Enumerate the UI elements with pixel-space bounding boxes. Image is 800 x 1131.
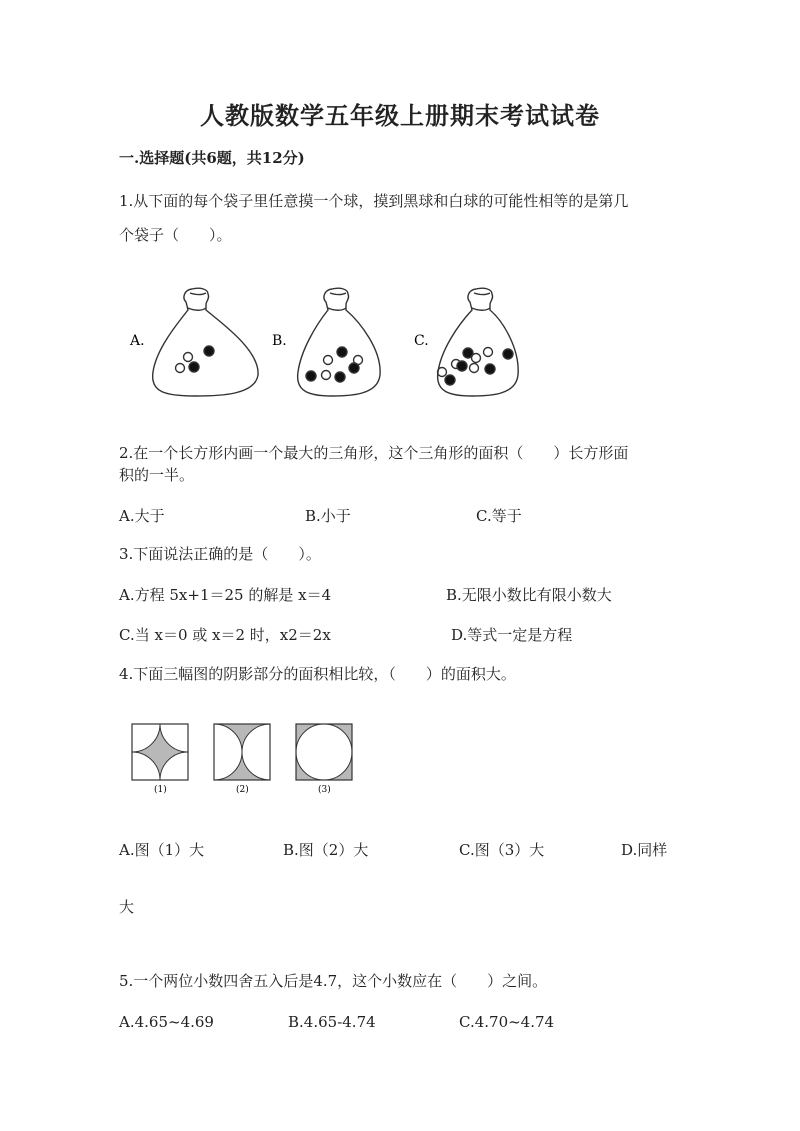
q3-option-d: D.等式一定是方程 [451, 626, 573, 644]
q4-figure-2 [214, 724, 270, 780]
q1-stem-line2: 个袋子（ ）。 [119, 226, 232, 244]
q4-option-b: B.图（2）大 [283, 841, 369, 859]
q4-figure-3 [296, 724, 352, 780]
bag-c-label: C. [414, 333, 429, 349]
q4-figure-1-label: (1) [154, 785, 167, 795]
section-heading: 一.选择题(共6题，共12分) [119, 149, 305, 167]
q3-option-a: A.方程 5x+1＝25 的解是 x＝4 [119, 586, 332, 604]
page-title: 人教版数学五年级上册期末考试试卷 [200, 101, 600, 130]
q4-stem: 4.下面三幅图的阴影部分的面积相比较，（ ）的面积大。 [119, 665, 516, 683]
q5-option-b: B.4.65-4.74 [288, 1013, 376, 1031]
q5-option-a: A.4.65~4.69 [119, 1013, 214, 1031]
q5-option-c: C.4.70~4.74 [459, 1013, 555, 1031]
q1-stem-line1: 1.从下面的每个袋子里任意摸一个球，摸到黑球和白球的可能性相等的是第几 [119, 192, 629, 210]
bag-a [153, 288, 258, 396]
q4-option-c: C.图（3）大 [459, 841, 545, 859]
q4-figures [128, 720, 368, 800]
q4-figure-3-label: (3) [318, 785, 331, 795]
q3-stem: 3.下面说法正确的是（ ）。 [119, 545, 321, 563]
bag-b [298, 288, 381, 396]
q2-option-c: C.等于 [476, 507, 522, 525]
q4-option-d: D.同样 [621, 841, 668, 859]
q4-figure-2-label: (2) [236, 785, 249, 795]
q3-option-c: C.当 x＝0 或 x＝2 时，x2＝2x [119, 626, 331, 644]
q2-stem-line1: 2.在一个长方形内画一个最大的三角形，这个三角形的面积（ ）长方形面 [119, 444, 629, 462]
bag-c [438, 288, 519, 396]
q2-stem-line2: 积的一半。 [119, 466, 195, 484]
q4-option-d-wrap: 大 [119, 898, 135, 916]
q4-figure-1 [132, 724, 188, 780]
q2-option-b: B.小于 [305, 507, 351, 525]
bag-b-label: B. [272, 333, 287, 349]
q4-option-a: A.图（1）大 [119, 841, 205, 859]
q2-option-a: A.大于 [119, 507, 165, 525]
q1-bags-figure [120, 280, 540, 405]
q3-option-b: B.无限小数比有限小数大 [446, 586, 612, 604]
q5-stem: 5.一个两位小数四舍五入后是4.7，这个小数应在（ ）之间。 [119, 972, 548, 990]
bag-a-label: A. [130, 333, 145, 349]
